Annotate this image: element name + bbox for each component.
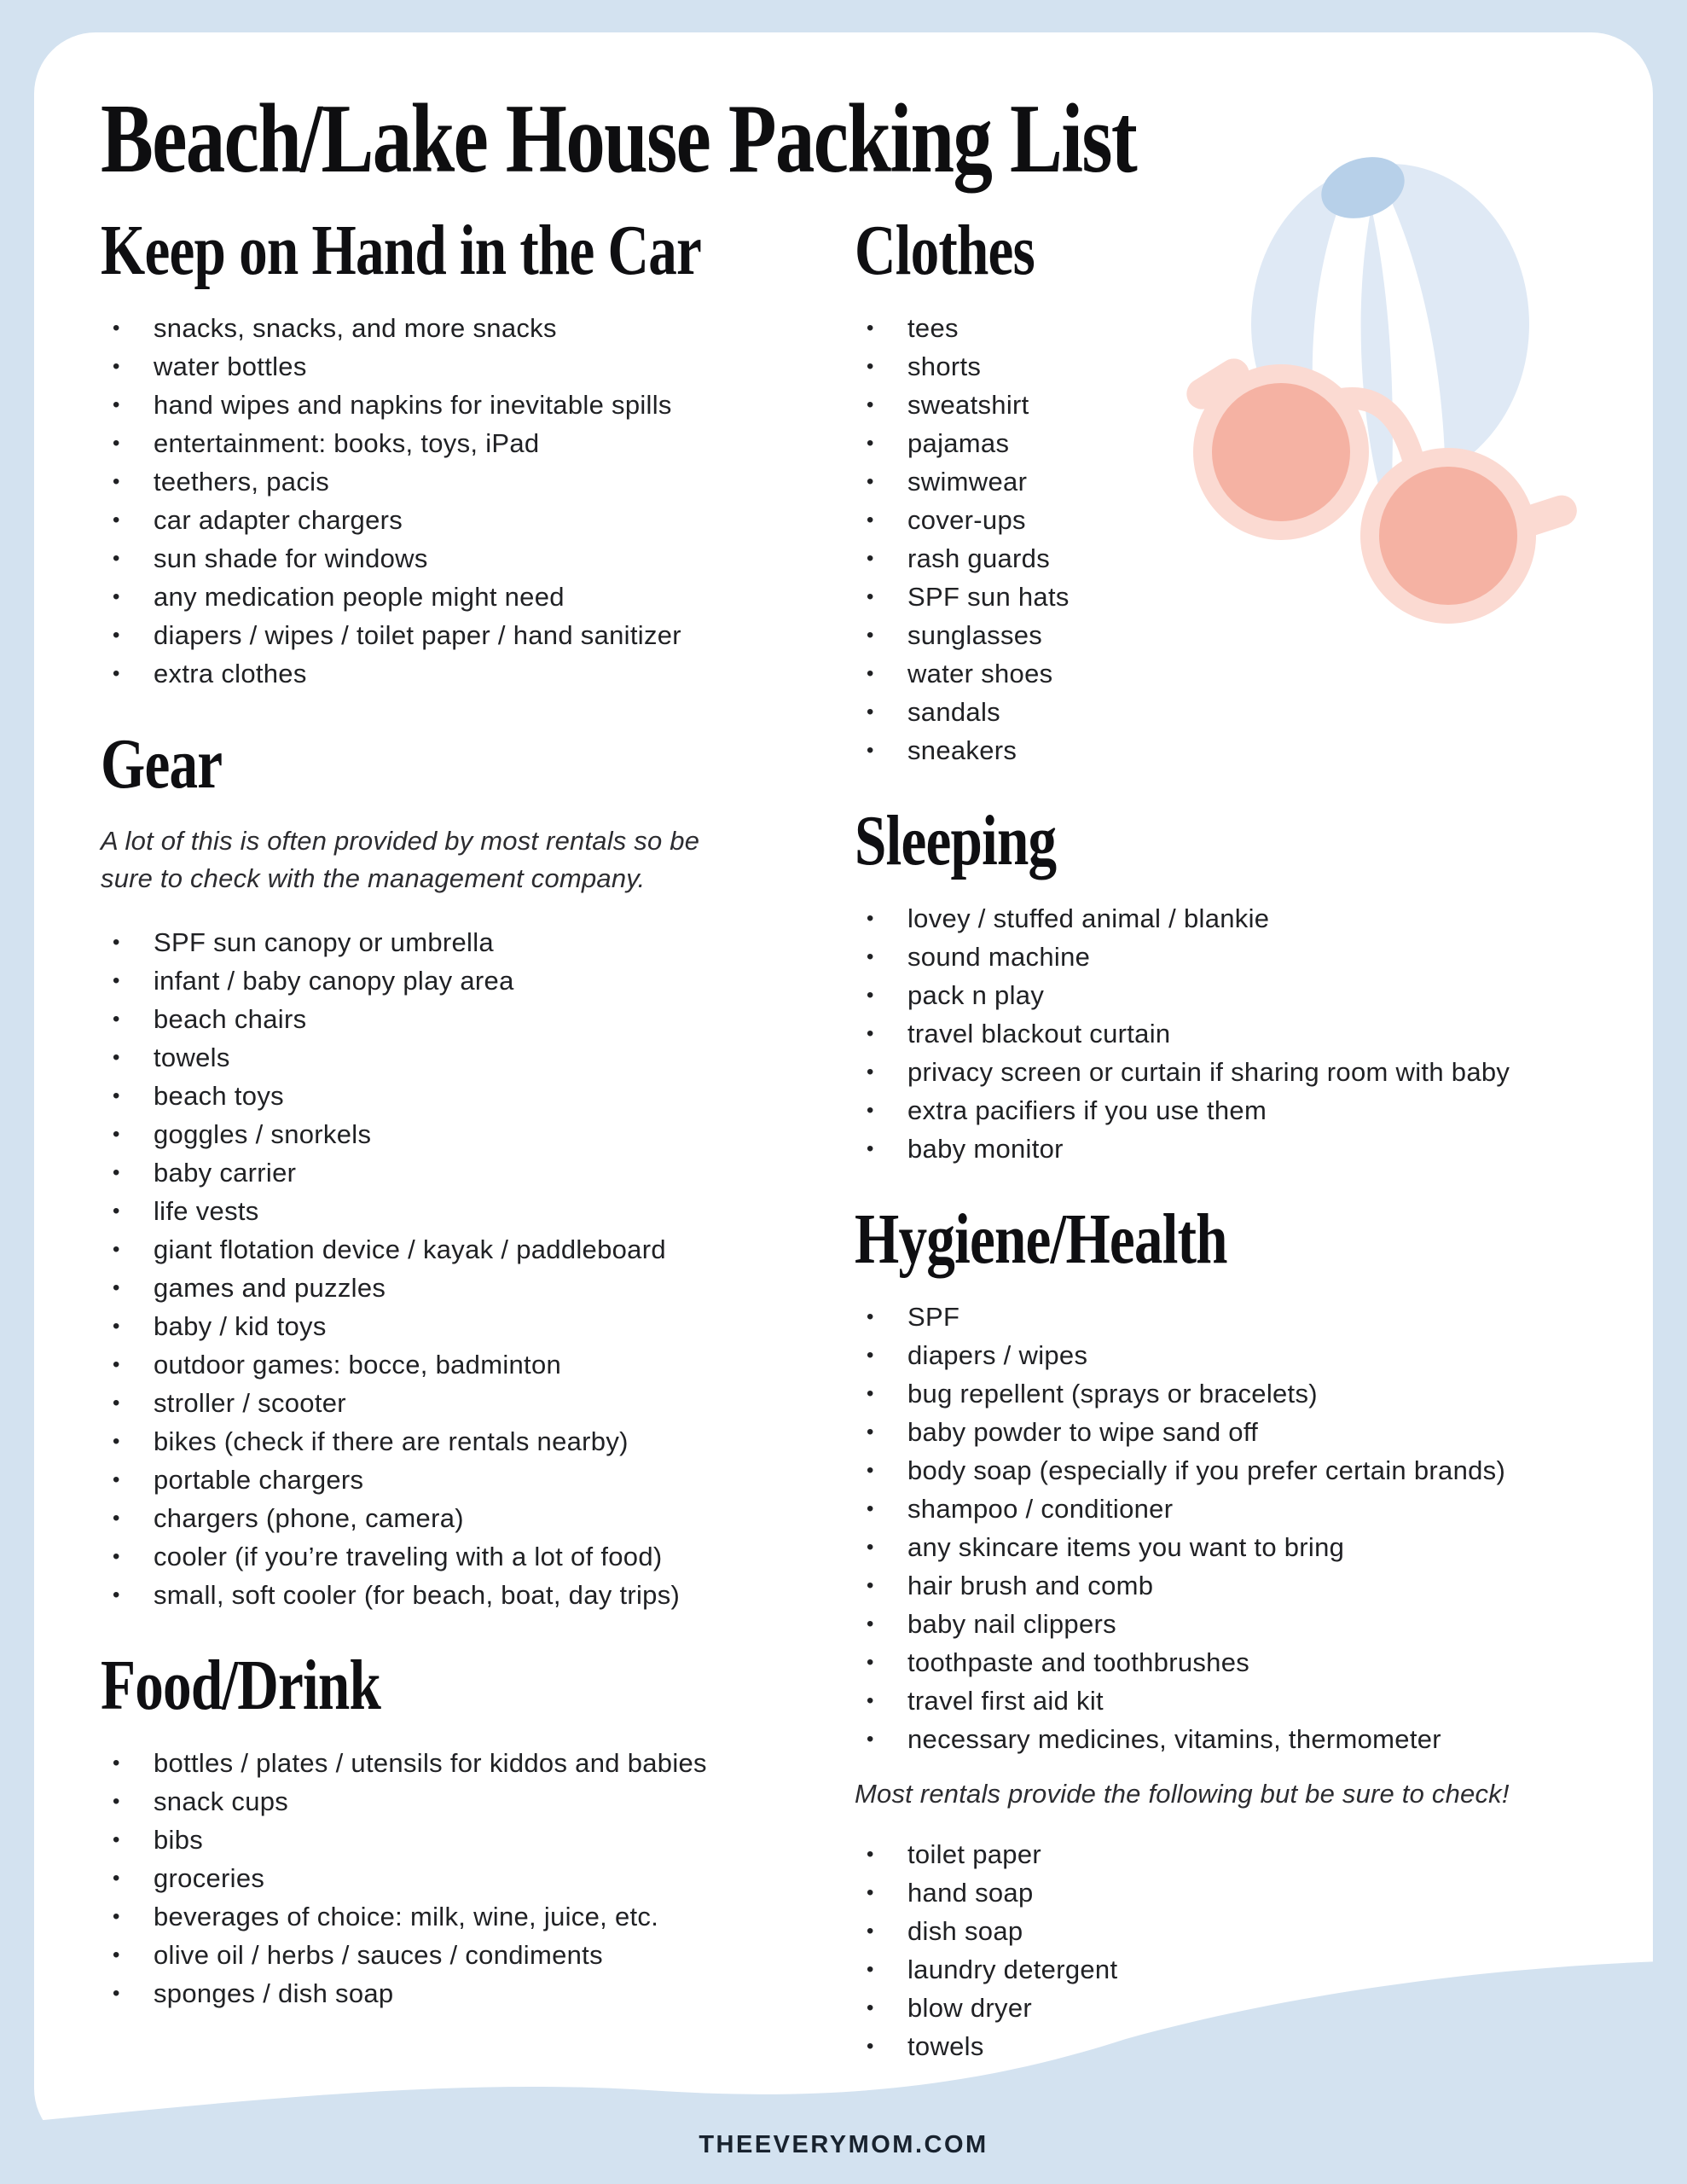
list-item: • hand wipes and napkins for inevitable spills: [101, 386, 851, 424]
list-item: • sound machine: [855, 938, 1665, 976]
bullet-icon: [101, 1192, 154, 1230]
bullet-icon: [855, 386, 907, 424]
bullet-icon: [101, 1499, 154, 1537]
bullet-icon: [855, 1374, 907, 1413]
section-gear: [101, 724, 851, 1614]
bullet-icon: [101, 1782, 154, 1821]
bullet-icon: [855, 1336, 907, 1374]
bullet-icon: [855, 976, 907, 1014]
list-item: • entertainment: books, toys, iPad: [101, 424, 851, 462]
bullet-icon: [101, 386, 154, 424]
bullet-icon: [855, 1451, 907, 1490]
list-item: • hand soap: [855, 1873, 1665, 1912]
list-item: • stroller / scooter: [101, 1384, 851, 1422]
bullet-icon: [101, 1576, 154, 1614]
list-item: • baby / kid toys: [101, 1307, 851, 1345]
list-item: • groceries: [101, 1859, 851, 1897]
list-item: • snacks, snacks, and more snacks: [101, 309, 851, 347]
right-column: [855, 211, 1665, 2065]
list-item: • pack n play: [855, 976, 1665, 1014]
bullet-icon: [855, 938, 907, 976]
bullet-icon: [101, 1269, 154, 1307]
list-item: • bottles / plates / utensils for kiddos and babies: [101, 1744, 851, 1782]
section-clothes: [855, 211, 1665, 770]
list-item: • toothpaste and toothbrushes: [855, 1643, 1665, 1682]
list-item: • outdoor games: bocce, badminton: [101, 1345, 851, 1384]
bullet-icon: [101, 501, 154, 539]
section-heading-food: Food/Drink: [101, 1646, 381, 1725]
bullet-icon: [101, 1345, 154, 1384]
sleeping-list: [855, 899, 1665, 1168]
bullet-icon: [855, 1873, 907, 1912]
list-item: • bug repellent (sprays or bracelets): [855, 1374, 1665, 1413]
bullet-icon: [855, 1720, 907, 1758]
list-item: • diapers / wipes: [855, 1336, 1665, 1374]
bullet-icon: [855, 1835, 907, 1873]
bullet-icon: [101, 1038, 154, 1077]
bullet-icon: [101, 309, 154, 347]
list-item: • sweatshirt: [855, 386, 1665, 424]
list-item: • beach chairs: [101, 1000, 851, 1038]
bullet-icon: [101, 961, 154, 1000]
bullet-icon: [101, 424, 154, 462]
list-item: • SPF: [855, 1298, 1665, 1336]
list-item: • travel blackout curtain: [855, 1014, 1665, 1053]
list-item: • beverages of choice: milk, wine, juice, etc.: [101, 1897, 851, 1936]
bullet-icon: [855, 731, 907, 770]
gear-note: A lot of this is often provided by most rentals so be sure to check with the management company.: [101, 826, 700, 893]
section-heading-sleeping: Sleeping: [855, 801, 1057, 880]
bullet-icon: [855, 1091, 907, 1130]
bullet-icon: [855, 347, 907, 386]
bullet-icon: [855, 899, 907, 938]
list-item: • cooler (if you’re traveling with a lot of food): [101, 1537, 851, 1576]
list-item: • diapers / wipes / toilet paper / hand sanitizer: [101, 616, 851, 654]
list-item: • sunglasses: [855, 616, 1665, 654]
list-item: • extra clothes: [101, 654, 851, 693]
list-item: • life vests: [101, 1192, 851, 1230]
bullet-icon: [101, 1859, 154, 1897]
list-item: • bikes (check if there are rentals nearby): [101, 1422, 851, 1461]
bullet-icon: [101, 1537, 154, 1576]
list-item: • car adapter chargers: [101, 501, 851, 539]
bullet-icon: [101, 1000, 154, 1038]
bullet-icon: [855, 1014, 907, 1053]
bullet-icon: [855, 1566, 907, 1605]
list-item: • bibs: [101, 1821, 851, 1859]
list-item: • necessary medicines, vitamins, thermometer: [855, 1720, 1665, 1758]
section-heading-car: Keep on Hand in the Car: [101, 211, 702, 290]
bullet-icon: [101, 1422, 154, 1461]
bullet-icon: [855, 424, 907, 462]
list-item: • baby powder to wipe sand off: [855, 1413, 1665, 1451]
list-item: • baby carrier: [101, 1153, 851, 1192]
hygiene-list: [855, 1298, 1665, 1758]
bullet-icon: [855, 1053, 907, 1091]
bullet-icon: [855, 1490, 907, 1528]
list-item: • towels: [101, 1038, 851, 1077]
bullet-icon: [101, 539, 154, 578]
bullet-icon: [101, 1153, 154, 1192]
list-item: • baby nail clippers: [855, 1605, 1665, 1643]
list-item: • goggles / snorkels: [101, 1115, 851, 1153]
bullet-icon: [855, 1413, 907, 1451]
list-item: • body soap (especially if you prefer certain brands): [855, 1451, 1665, 1490]
section-heading-clothes: Clothes: [855, 211, 1035, 290]
list-item: • toilet paper: [855, 1835, 1665, 1873]
list-item: • tees: [855, 309, 1665, 347]
list-item: • chargers (phone, camera): [101, 1499, 851, 1537]
list-item: • sandals: [855, 693, 1665, 731]
list-item: • SPF sun hats: [855, 578, 1665, 616]
list-item: • lovey / stuffed animal / blankie: [855, 899, 1665, 938]
bullet-icon: [101, 1115, 154, 1153]
list-item: • beach toys: [101, 1077, 851, 1115]
bullet-icon: [855, 616, 907, 654]
list-item: • rash guards: [855, 539, 1665, 578]
bullet-icon: [855, 1528, 907, 1566]
bullet-icon: [855, 1130, 907, 1168]
section-heading-gear: Gear: [101, 724, 223, 804]
rentals-note: Most rentals provide the following but be sure to check!: [855, 1779, 1510, 1809]
list-item: • infant / baby canopy play area: [101, 961, 851, 1000]
bullet-icon: [855, 654, 907, 693]
bullet-icon: [101, 462, 154, 501]
list-item: • privacy screen or curtain if sharing room with baby: [855, 1053, 1665, 1091]
list-item: • swimwear: [855, 462, 1665, 501]
bullet-icon: [855, 1605, 907, 1643]
bullet-icon: [101, 616, 154, 654]
list-item: • any skincare items you want to bring: [855, 1528, 1665, 1566]
bullet-icon: [101, 578, 154, 616]
clothes-list: [855, 309, 1665, 770]
bullet-icon: [101, 1384, 154, 1422]
car-list: [101, 309, 851, 693]
bullet-icon: [101, 1461, 154, 1499]
bullet-icon: [101, 1744, 154, 1782]
list-item: • water shoes: [855, 654, 1665, 693]
list-item: • sponges / dish soap: [101, 1974, 851, 2013]
list-item: • laundry detergent: [855, 1950, 1665, 1989]
list-item: • olive oil / herbs / sauces / condiments: [101, 1936, 851, 1974]
list-item: • travel first aid kit: [855, 1682, 1665, 1720]
list-item: • any medication people might need: [101, 578, 851, 616]
bullet-icon: [101, 923, 154, 961]
list-item: • pajamas: [855, 424, 1665, 462]
bullet-icon: [101, 1821, 154, 1859]
list-item: • shampoo / conditioner: [855, 1490, 1665, 1528]
gear-list: [101, 923, 851, 1614]
bullet-icon: [855, 539, 907, 578]
bullet-icon: [101, 1077, 154, 1115]
bullet-icon: [855, 1682, 907, 1720]
list-item: • hair brush and comb: [855, 1566, 1665, 1605]
list-item: • shorts: [855, 347, 1665, 386]
section-sleeping: [855, 801, 1665, 1168]
list-item: • SPF sun canopy or umbrella: [101, 923, 851, 961]
bullet-icon: [855, 578, 907, 616]
list-item: • towels: [855, 2027, 1665, 2065]
list-item: • sneakers: [855, 731, 1665, 770]
list-item: • games and puzzles: [101, 1269, 851, 1307]
bullet-icon: [855, 1298, 907, 1336]
bullet-icon: [101, 347, 154, 386]
list-item: • blow dryer: [855, 1989, 1665, 2027]
bullet-icon: [855, 462, 907, 501]
list-item: • baby monitor: [855, 1130, 1665, 1168]
footer-site-url: THEEVERYMOM.COM: [699, 2131, 988, 2158]
bullet-icon: [101, 654, 154, 693]
list-item: • small, soft cooler (for beach, boat, day trips): [101, 1576, 851, 1614]
list-item: • cover-ups: [855, 501, 1665, 539]
page-title: Beach/Lake House Packing List: [101, 84, 1137, 194]
list-item: • giant flotation device / kayak / paddleboard: [101, 1230, 851, 1269]
bullet-icon: [855, 693, 907, 731]
bullet-icon: [855, 309, 907, 347]
list-item: • teethers, pacis: [101, 462, 851, 501]
list-item: • sun shade for windows: [101, 539, 851, 578]
section-keep-on-hand-in-the-car: [101, 211, 851, 693]
bullet-icon: [101, 1307, 154, 1345]
section-heading-hygiene: Hygiene/Health: [855, 1199, 1227, 1279]
list-item: • dish soap: [855, 1912, 1665, 1950]
bullet-icon: [855, 1643, 907, 1682]
bullet-icon: [855, 501, 907, 539]
left-column: [101, 211, 851, 2013]
list-item: • snack cups: [101, 1782, 851, 1821]
bullet-icon: [101, 1230, 154, 1269]
list-item: • portable chargers: [101, 1461, 851, 1499]
list-item: • extra pacifiers if you use them: [855, 1091, 1665, 1130]
list-item: • water bottles: [101, 347, 851, 386]
